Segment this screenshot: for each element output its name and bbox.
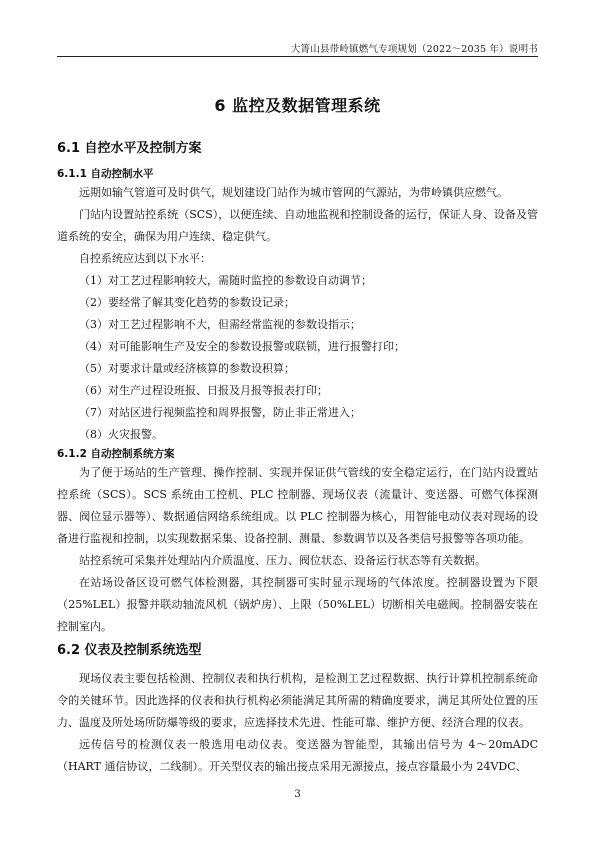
running-header: 大箐山县带岭镇燃气专项规划（2022～2035 年）说明书 xyxy=(290,44,538,55)
paragraph: 远期如输气管道可及时供气，规划建设门站作为城市管网的气源站，为带岭镇供应燃气。 xyxy=(79,186,508,199)
paragraph: 为了便于场站的生产管理、操作控制、实现并保证供气管线的安全稳定运行，在门站内设置站控系统（SCS）。SCS 系统由工控机、PLC 控制器、现场仪表（流量计、变送器、可燃气体探测器、阀位显示器等）、数据通信网络系统组成。以 PLC 控制器为核心，用智能电动仪表对现场的设备进行监视和控制，以实现数据采集、设备控制、测量、参数调节以及各类信号报警等各项功能。 xyxy=(57,466,538,545)
list-item: （8）火灾报警。 xyxy=(79,428,163,441)
paragraph: 站控系统可采集并处理站内介质温度、压力、阀位状态、设备运行状态等有关数据。 xyxy=(79,554,486,567)
page-number: 3 xyxy=(294,789,301,800)
header-rule xyxy=(57,56,538,57)
paragraph: 门站内设置站控系统（SCS），以便连续、自动地监视和控制设备的运行，保证人身、设备及管道系统的安全，确保为用户连续、稳定供气。 xyxy=(57,208,538,243)
section-heading-6-2: 6.2 仪表及控制系统选型 xyxy=(57,643,202,658)
paragraph: 自控系统应达到以下水平： xyxy=(79,252,211,265)
list-item: （2）要经常了解其变化趋势的参数设记录； xyxy=(79,296,295,309)
paragraph: 远传信号的检测仪表一般选用电动仪表。变送器为智能型，其输出信号为 4～20mADC（HART 通信协议，二线制）。开关型仪表的输出接点采用无源接点，接点容量最小为 24VDC、 xyxy=(57,738,538,773)
list-item: （4）对可能影响生产及安全的参数设报警或联锁，进行报警打印； xyxy=(79,340,405,353)
chapter-title: 6 监控及数据管理系统 xyxy=(214,96,381,115)
paragraph: 现场仪表主要包括检测、控制仪表和执行机构，是检测工艺过程数据、执行计算机控制系统命令的关键环节。因此选择的仪表和执行机构必须能满足其所需的精确度要求，满足其所处位置的压力、温度及所处场所防爆等级的要求，应选择技术先进、性能可靠、维护方便、经济合理的仪表。 xyxy=(57,672,538,729)
list-item: （5）对要求计量或经济核算的参数设积算； xyxy=(79,362,295,375)
subsection-heading-6-1-2: 6.1.2 自动控制系统方案 xyxy=(57,448,175,460)
list-item: （6）对生产过程设班报、日报及月报等报表打印； xyxy=(79,384,328,397)
list-item: （1）对工艺过程影响较大，需随时监控的参数设自动调节； xyxy=(79,274,372,287)
list-item: （3）对工艺过程影响不大，但需经常监视的参数设指示； xyxy=(79,318,361,331)
list-item: （7）对站区进行视频监控和周界报警，防止非正常进入； xyxy=(79,406,361,419)
page-content xyxy=(57,140,538,778)
paragraph: 在站场设备区设可燃气体检测器，其控制器可实时显示现场的气体浓度。控制器设置为下限（25%LEL）报警并联动轴流风机（锅炉房）、上限（50%LEL）切断相关电磁阀。控制器安装在控制室内。 xyxy=(57,576,538,633)
section-heading-6-1: 6.1 自控水平及控制方案 xyxy=(57,141,202,156)
subsection-heading-6-1-1: 6.1.1 自动控制水平 xyxy=(57,168,154,180)
